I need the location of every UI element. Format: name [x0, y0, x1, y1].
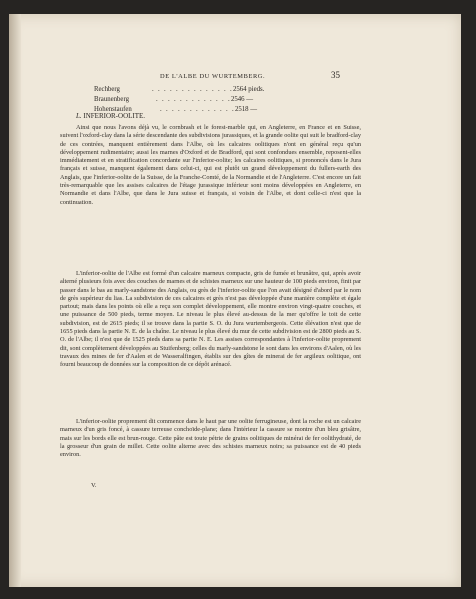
- page-number: 35: [331, 70, 340, 80]
- elevation-name: Hohenstaufen: [94, 106, 132, 113]
- elevation-row: [94, 96, 294, 103]
- elevation-name: Braunenberg: [94, 96, 129, 103]
- elevation-value: 2518 —: [234, 106, 258, 113]
- elevation-name: Rechberg: [94, 86, 120, 93]
- page-gutter-shadow: [9, 14, 21, 587]
- paragraph: L'inferior-oolite proprement dit commence dans le haut par une oolite ferrugineuse, dont la roche est un calcaire marneux d'un gris foncé, à cassure terreuse conchoïde-plane; dans l'intérieur la cassure se montre d'un bleu grisâtre, mais sur les bords elle est brun-rouge. Cette pâte est toute pétrie de grains oolitiques de minérai de fer oolithydraté, de la grosseur d'un grain de millet. Cette oolite alterne avec des schistes marneux noirs; sa puissance est de 40 pieds environ.: [60, 418, 361, 459]
- section-letter: L.: [76, 112, 82, 120]
- elevation-row: [94, 86, 294, 93]
- paragraph: Ainsi que nous l'avons déjà vu, le cornbrash et le forest-marble qui, en Angleterre, en France et en Suisse, suivent l'oxford-clay dans la série descendante des subdivisions jurassiques, et la grande oolite qui suit le bradford-clay de ces contrées, manquent entièrement dans l'Albe, où les calcaires oolitiques n'ont en général reçu qu'un développement rudimentaire; aussi les marnes d'Oxford et de Bradford, qui sont confondues ensemble, reposent-elles immédiatement et en stratification concordante sur l'inferior-oolite; les calcaires oolitiques, si prononcés dans le Jura français et suisse, manquent également dans celui-ci, qui est plutôt un grand développement du fullers-earth des Anglais, que l'inferior-oolite de la Suisse, de la Franche-Comté, de la Normandie et de l'Angleterre. C'est encore un fait très-remarquable que les assises calcaires de l'étage jurassique inférieur sont moins développées en Angleterre, en Normandie et dans l'Albe, que dans le Jura suisse et français, si voisin de l'Albe, et dont celle-ci n'est que la continuation.: [60, 124, 361, 206]
- paragraph: L'inferior-oolite de l'Albe est formé d'un calcaire marneux compacte, gris de fumée et brunâtre, qui, après avoir alterné plusieurs fois avec des couches de marnes et de schistes marneux sur une hauteur de 100 pieds environ, finit par passer dans le bas au marly-sandstone des Anglais, ou grès de l'inferior-oolite que l'on avait désigné d'abord par le nom de grès supérieur du lias. La subdivision de ces calcaires et grès n'est pas développée d'une manière complète et égale partout; mais dans les points où elle a reçu son complet développement, elle montre environ vingt-quatre couches, et une puissance de 500 pieds, terme moyen. Le niveau le plus élevé au-dessus de la mer qu'offre le toit de cette subdivision, est de 2615 pieds; il se trouve dans la partie S. O. du Jura wurtembergeois. Cette élévation n'est que de 1655 pieds dans la partie N. E. de la chaîne. Le niveau le plus élevé du mur de cette subdivision est de 2800 pieds au S. O. de l'Albe; il n'est que de 1525 pieds dans sa partie N. E. Les assises correspondantes à l'inferior-oolite proprement dit, sont complètement développées au Stuifenberg; celles du marly-sandstone le sont dans les environs d'Aalen, où les travaux des mines de fer d'Aalen et de Wasseralfingen, établis sur des gîtes de minerai de fer argileux oolitique, ont fourni beaucoup de données sur la composition de ce dépôt arénacé.: [60, 270, 361, 369]
- elevation-value: 2546 —: [230, 96, 254, 103]
- leader-dots: . . . . . . . . . . . . . .: [152, 86, 233, 93]
- leader-dots: . . . . . . . . . . . . .: [156, 96, 231, 103]
- section-name: INFERIOR-OOLITE.: [83, 112, 146, 120]
- running-head: DE L'ALBE DU WURTEMBERG.: [160, 73, 266, 80]
- signature-mark: V.: [91, 482, 97, 489]
- elevation-value: 2564 pieds.: [232, 86, 265, 93]
- section-title: [76, 112, 145, 120]
- leader-dots: . . . . . . . . . . . . .: [160, 106, 235, 113]
